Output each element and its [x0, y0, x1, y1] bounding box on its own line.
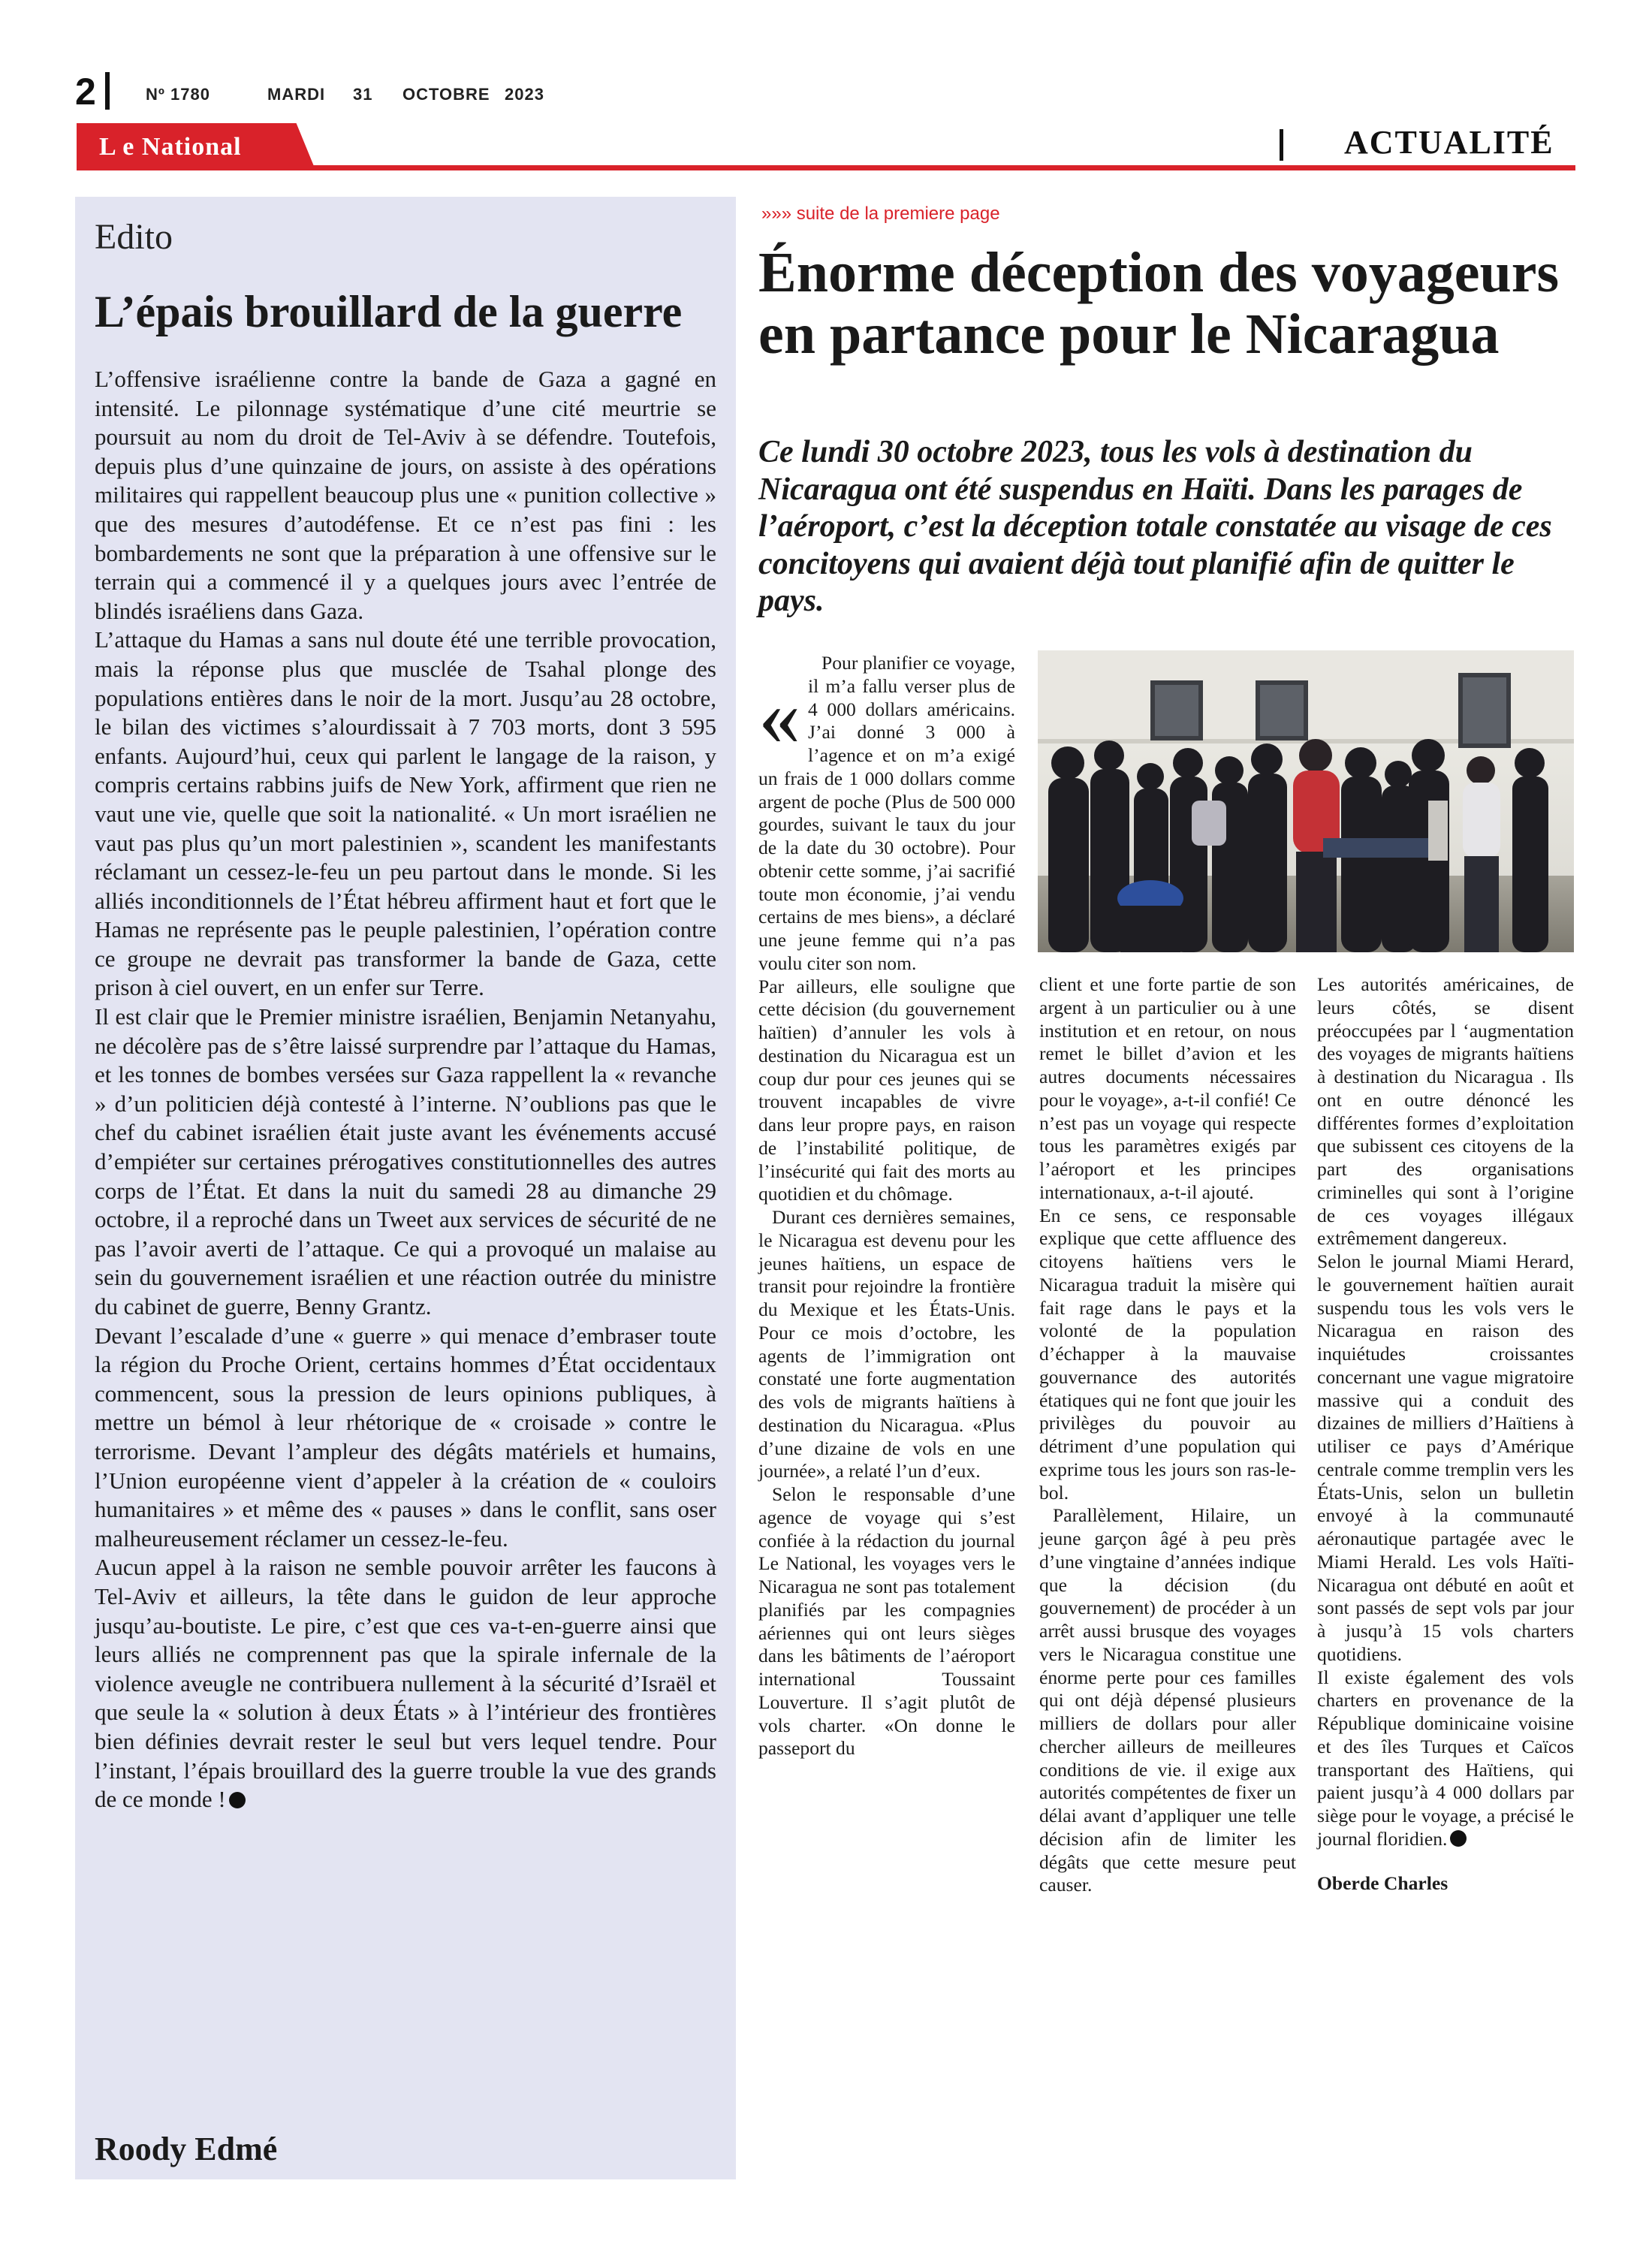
article-paragraph: Selon le journal Miami Herard, le gouvernement haïtien aurait suspendu tous les vols vers le Nicaragua en raison des inquiétudes croissantes concernant une vague migratoire massive qui a conduit des dizaines de milliers d’Haïtiens à utiliser ce pays d’Amérique centrale comme tremplin vers les États-Unis, selon un bulletin envoyé à la communauté aéronautique partagée avec le Miami Herald. Les vols Haïti-Nicaragua ont débuté en août et sont passés de sept vols par jour à jusqu’à 15 vols charters quotidiens.: [1317, 1250, 1574, 1665]
issue-month: OCTOBRE: [402, 85, 490, 104]
article-paragraph: Durant ces dernières semaines, le Nicaragua est devenu pour les jeunes haïtiens, un espace de transit pour rejoindre la frontière du Mexique et les États-Unis. Pour ce mois d’octobre, les agents de l’immigration ont constaté une forte augmentation des vols de migrants haïtiens à destination du Nicaragua. «Plus d’une dizaine de vols en une journée», a relaté l’un d’eux.: [758, 1206, 1015, 1482]
issue-weekday: MARDI: [267, 85, 326, 104]
edito-paragraph: Il est clair que le Premier ministre israélien, Benjamin Netanyahu, ne décolère pas de s’être laissé surprendre par l’attaque du Hamas, et les tonnes de bombes versées sur Gaza rappellent la « revanche » d’un politicien déjà contesté à l’interne. N’oublions pas que le chef du cabinet israélien était juste avant les événements accusé d’empiéter sur certaines prérogatives constitutionnelles des autres corps de l’État. Et dans la nuit du samedi 28 au dimanche 29 octobre, il a reproché dans un Tweet aux services de sécurité de ne pas l’avoir averti de l’attaque. Ce qui a provoqué un malaise au sein du gouvernement israélien et une réaction outrée du ministre du cabinet de guerre, Benny Grantz.: [95, 1003, 716, 1320]
header-divider: [105, 72, 110, 110]
section-label: ACTUALITÉ: [1344, 124, 1554, 161]
end-mark-icon: [229, 1792, 246, 1808]
article-column-2: [1039, 973, 1296, 1897]
end-mark-icon: [1450, 1830, 1467, 1847]
article-paragraph: Pour planifier ce voyage, il m’a fallu verser plus de 4 000 dollars américains. J’ai donné 3 000 à l’agence et on m’a exigé un frais de 1 000 dollars comme argent de poche (Plus de 500 000 gourdes, suivant le taux du jour de la date du 30 octobre). Pour obtenir cette somme, j’ai sacrifié toute mon économie, j’ai vendu certains de mes biens», a déclaré une jeune femme qui n’a pas voulu citer son nom.: [758, 652, 1015, 974]
issue-number: Nº 1780: [146, 85, 210, 104]
edito-paragraph: L’offensive israélienne contre la bande de Gaza a gagné en intensité. Le pilonnage systématique d’une cité meurtrie se poursuit au nom du droit de Tel-Aviv à se défendre. Toutefois, depuis plus d’une quinzaine de jours, on assiste à des opérations militaires qui rappellent beaucoup plus une « punition collective » que des mesures d’autodéfense. Et ce n’est pas fini : les bombardements ne sont que la préparation à une offensive sur le terrain qui a commencé il y a quelques jours avec l’entrée de blindés israéliens dans Gaza.: [95, 366, 716, 624]
section-divider: [1280, 129, 1283, 161]
edito-body: [95, 365, 716, 1814]
article-title: Énorme déception des voyageurs en partance pour le Nicaragua: [758, 241, 1560, 366]
edito-paragraph-text: Aucun appel à la raison ne semble pouvoir arrêter les faucons à Tel-Aviv et ailleurs, la tête dans le guidon de leur approche jusqu’au-boutiste. Le pire, c’est que ces va-t-en-guerre ainsi que leurs alliés ne comprennent pas que la spirale infernale de la violence aveugle ne contribuera nullement à la sécurité d’Israël et que seule la « solution à deux États » à l’intérieur des frontières bien définies devrait rester le seul but vers lequel tendre. Pour l’instant, l’épais brouillard des la guerre trouble la vue des grands de ce monde !: [95, 1554, 716, 1813]
article-author: Oberde Charles: [1317, 1871, 1449, 1894]
article-paragraph: En ce sens, ce responsable explique que cette affluence des citoyens haïtiens vers le Nicaragua traduit la misère qui fait rage dans le pays et la volonté de la population d’échapper à la mauvaise gouvernance des autorités étatiques qui ne font que jouir les privilèges du pouvoir au détriment d’une population qui exprime tous les jours son ras-le-bol.: [1039, 1204, 1296, 1504]
edito-author: Roody Edmé: [95, 2131, 278, 2167]
edito-kicker: Edito: [95, 217, 173, 257]
article-paragraph: Par ailleurs, elle souligne que cette décision (du gouvernement haïtien) d’annuler les vols à destination du Nicaragua est un coup dur pour ces jeunes qui se trouvent incapables de vivre dans leur propre pays, en raison de l’instabilité politique, de l’insécurité qui fait des morts au quotidien et du chômage.: [758, 975, 1015, 1205]
page-number: 2: [75, 71, 96, 113]
issue-day: 31: [353, 85, 373, 104]
travelers-photo-image: [1038, 650, 1574, 952]
article-column-1: [758, 652, 1015, 1760]
edito-paragraph: L’attaque du Hamas a sans nul doute été une terrible provocation, mais la réponse plus que musclée de Tsahal plonge des populations entières dans le noir de la mort. Jusqu’au 28 octobre, le bilan des victimes s’alourdissait à 7 703 morts, dont 3 595 enfants. Aujourd’hui, ceux qui parlent le langage de la raison, y compris certains rabbins juifs de New York, affirment que rien ne vaut une vie, quelle que soit la nationalité. « Un mort israélien ne vaut pas plus qu’un mort palestinien », scandent les manifestants réclamant un cessez-le-feu un peu partout dans le monde. Si les alliés inconditionnels de l’État hébreu affirment haut et fort que le Hamas ne représente pas le peuple palestinien, l’opération contre ce groupe ne devrait pas transformer la bande de Gaza, cette prison à ciel ouvert, en un enfer sur Terre.: [95, 626, 716, 1001]
header-rule: [77, 165, 1575, 170]
article-photo: [1038, 650, 1574, 952]
edito-title: L’épais brouillard de la guerre: [95, 287, 683, 336]
edito-paragraph: Devant l’escalade d’une « guerre » qui menace d’embraser toute la région du Proche Orient, certains hommes d’État occidentaux commencent, sous la pression de leurs opinions publiques, à mettre un bémol à leur rhétorique de « croisade » contre le terrorisme. Devant l’ampleur des dégâts matériels et humains, l’Union européenne vient d’appeler à la création de « couloirs humanitaires » et même des « pauses » dans le conflit, sans oser malheureusement réclamer un cessez-le-feu.: [95, 1322, 716, 1552]
article-paragraph: client et une forte partie de son argent à un particulier ou à une institution et en retour, on nous remet le billet d’avion et les autres documents nécessaires pour le voyage», a-t-il confié! Ce n’est pas un voyage qui respecte tous les paramètres exigés par l’aéroport et les principes internationaux, a-t-il ajouté.: [1039, 973, 1296, 1203]
article-lead: Ce lundi 30 octobre 2023, tous les vols à destination du Nicaragua ont été suspendus en Haïti. Dans les parages de l’aéroport, c’est la déception totale constatée au visage de ces concitoyens qui avaient déjà tout planifié afin de quitter le pays.: [758, 435, 1552, 619]
brand-name: L e National: [99, 133, 242, 161]
article-paragraph: Parallèlement, Hilaire, un jeune garçon âgé à peu près d’une vingtaine d’années indique que la décision (du gouvernement) de procéder à un arrêt aussi brusque des voyages vers le Nicaragua constitue une énorme perte pour ces familles qui ont déjà dépensé plusieurs milliers de dollars pour aller chercher ailleurs de meilleures conditions de vie. il exige aux autorités compétentes de fixer un délai avant d’appliquer une telle décision afin de limiter les dégâts que cette mesure peut causer.: [1039, 1504, 1296, 1896]
article-paragraph-text: Il existe également des vols charters en provenance de la République dominicaine voisine et des îles Turques et Caïcos transportant des Haïtiens, qui paient jusqu’à 4 000 dollars par siège pour le voyage, a précisé le journal floridien.: [1317, 1666, 1574, 1850]
edito-paragraph-last: [95, 1553, 716, 1814]
article-paragraph-last: [1317, 1666, 1574, 1851]
issue-year: 2023: [505, 85, 544, 104]
article-paragraph: Selon le responsable d’une agence de voyage qui s’est confiée à la rédaction du journal Le National, les voyages vers le Nicaragua ne sont pas totalement planifiés par les compagnies aériennes qui ont leurs sièges dans les bâtiments de l’aéroport international Toussaint Louverture. Il s’agit plutôt de vols charter. «On donne le passeport du: [758, 1483, 1015, 1760]
article-column-3: [1317, 973, 1574, 1895]
article-kicker: »»» suite de la premiere page: [761, 204, 1000, 224]
article-paragraph: Les autorités américaines, de leurs côtés, se disent préoccupées par l ‘augmentation des voyages de migrants haïtiens à destination du Nicaragua . Ils ont en outre dénoncé les différentes formes d’exploitation que subissent ces citoyens de la part des organisations criminelles qui sont à l’origine de ces voyages illégaux extrêmement dangereux.: [1317, 973, 1574, 1250]
quote-mark: «: [758, 670, 800, 763]
